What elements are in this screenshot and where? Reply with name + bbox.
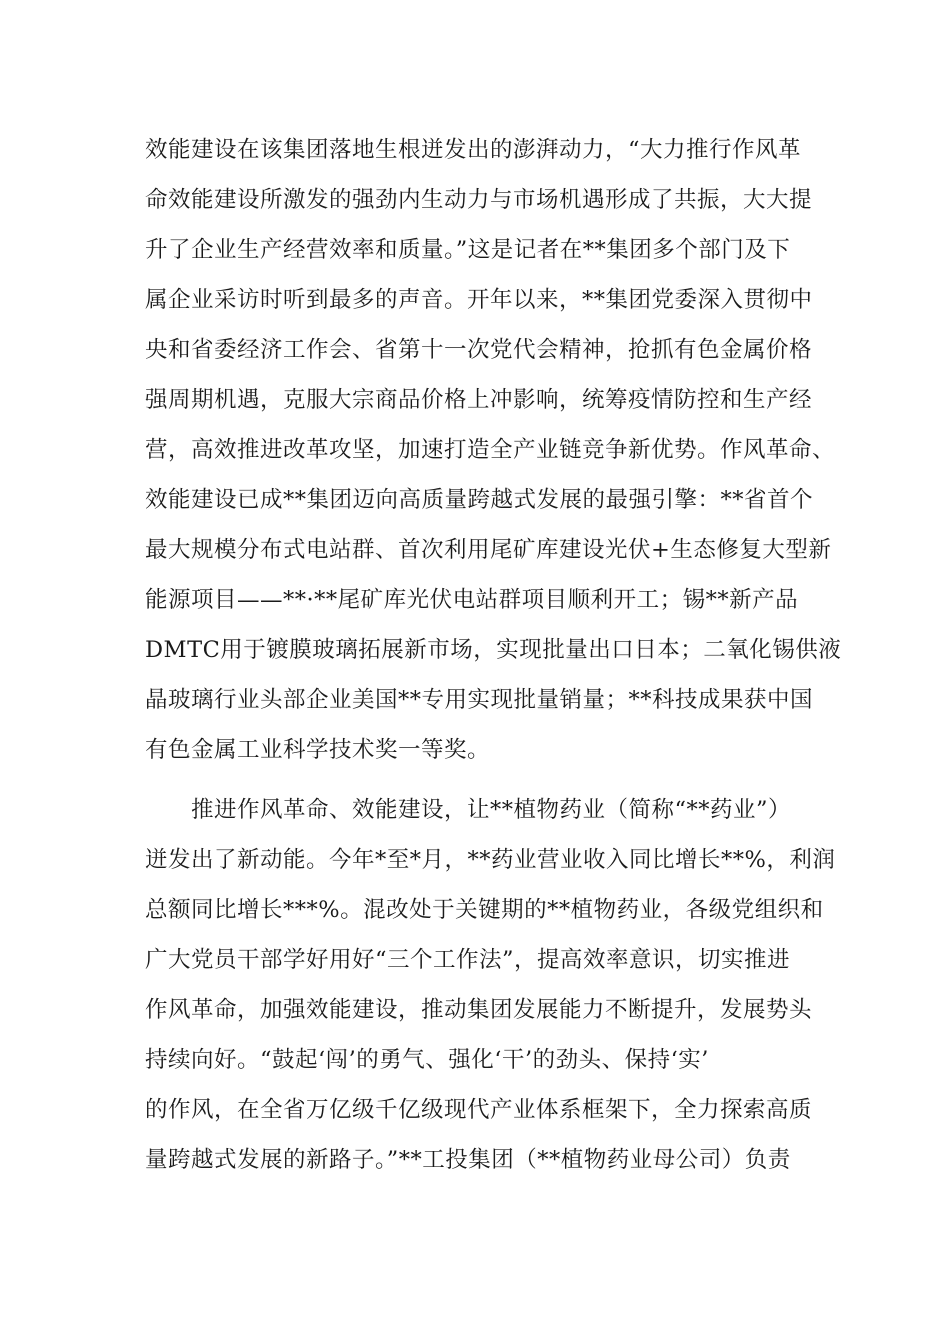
text-line: 量跨越式发展的新路子。”**工投集团（**植物药业母公司）负责 <box>145 1147 791 1173</box>
text-line: 效能建设在该集团落地生根迸发出的澎湃动力，“大力推行作风革 <box>145 137 802 163</box>
text-line: 升了企业生产经营效率和质量。”这是记者在**集团多个部门及下 <box>145 237 791 263</box>
text-line: 有色金属工业科学技术奖一等奖。 <box>145 737 491 763</box>
text-line: 能源项目——**·**尾矿库光伏电站群项目顺利开工；锡**新产品 <box>145 587 799 613</box>
text-line: 持续向好。“鼓起‘闯’的勇气、强化‘干’的劲头、保持‘实’ <box>145 1047 709 1073</box>
text-line: 晶玻璃行业头部企业美国**专用实现批量销量；**科技成果获中国 <box>145 687 814 713</box>
text-line: 属企业采访时听到最多的声音。开年以来，**集团党委深入贯彻中 <box>145 287 813 313</box>
text-line: 央和省委经济工作会、省第十一次党代会精神，抢抓有色金属价格 <box>145 337 813 363</box>
text-line: 命效能建设所激发的强劲内生动力与市场机遇形成了共振，大大提 <box>145 187 813 213</box>
text-line: 广大党员干部学好用好“三个工作法”，提高效率意识，切实推进 <box>145 947 791 973</box>
text-line: 迸发出了新动能。今年*至*月，**药业营业收入同比增长**%，利润 <box>145 847 836 873</box>
text-line: 营，高效推进改革攻坚，加速打造全产业链竞争新优势。作风革命、 <box>145 437 836 463</box>
text-line: DMTC用于镀膜玻璃拓展新市场，实现批量出口日本；二氧化锡供液 <box>145 637 842 663</box>
text-line: 总额同比增长***%。混改处于关键期的**植物药业，各级党组织和 <box>145 897 824 923</box>
text-line: 最大规模分布式电站群、首次利用尾矿库建设光伏+生态修复大型新 <box>145 537 832 563</box>
text-line: 效能建设已成**集团迈向高质量跨越式发展的最强引擎：**省首个 <box>145 487 814 513</box>
text-line: 的作风，在全省万亿级千亿级现代产业体系框架下，全力探索高质 <box>145 1097 813 1123</box>
text-line: 作风革命，加强效能建设，推动集团发展能力不断提升，发展势头 <box>145 997 813 1023</box>
text-line: 推进作风革命、效能建设，让**植物药业（简称“**药业”） <box>145 797 792 823</box>
text-line: 强周期机遇，克服大宗商品价格上冲影响，统筹疫情防控和生产经 <box>145 387 813 413</box>
